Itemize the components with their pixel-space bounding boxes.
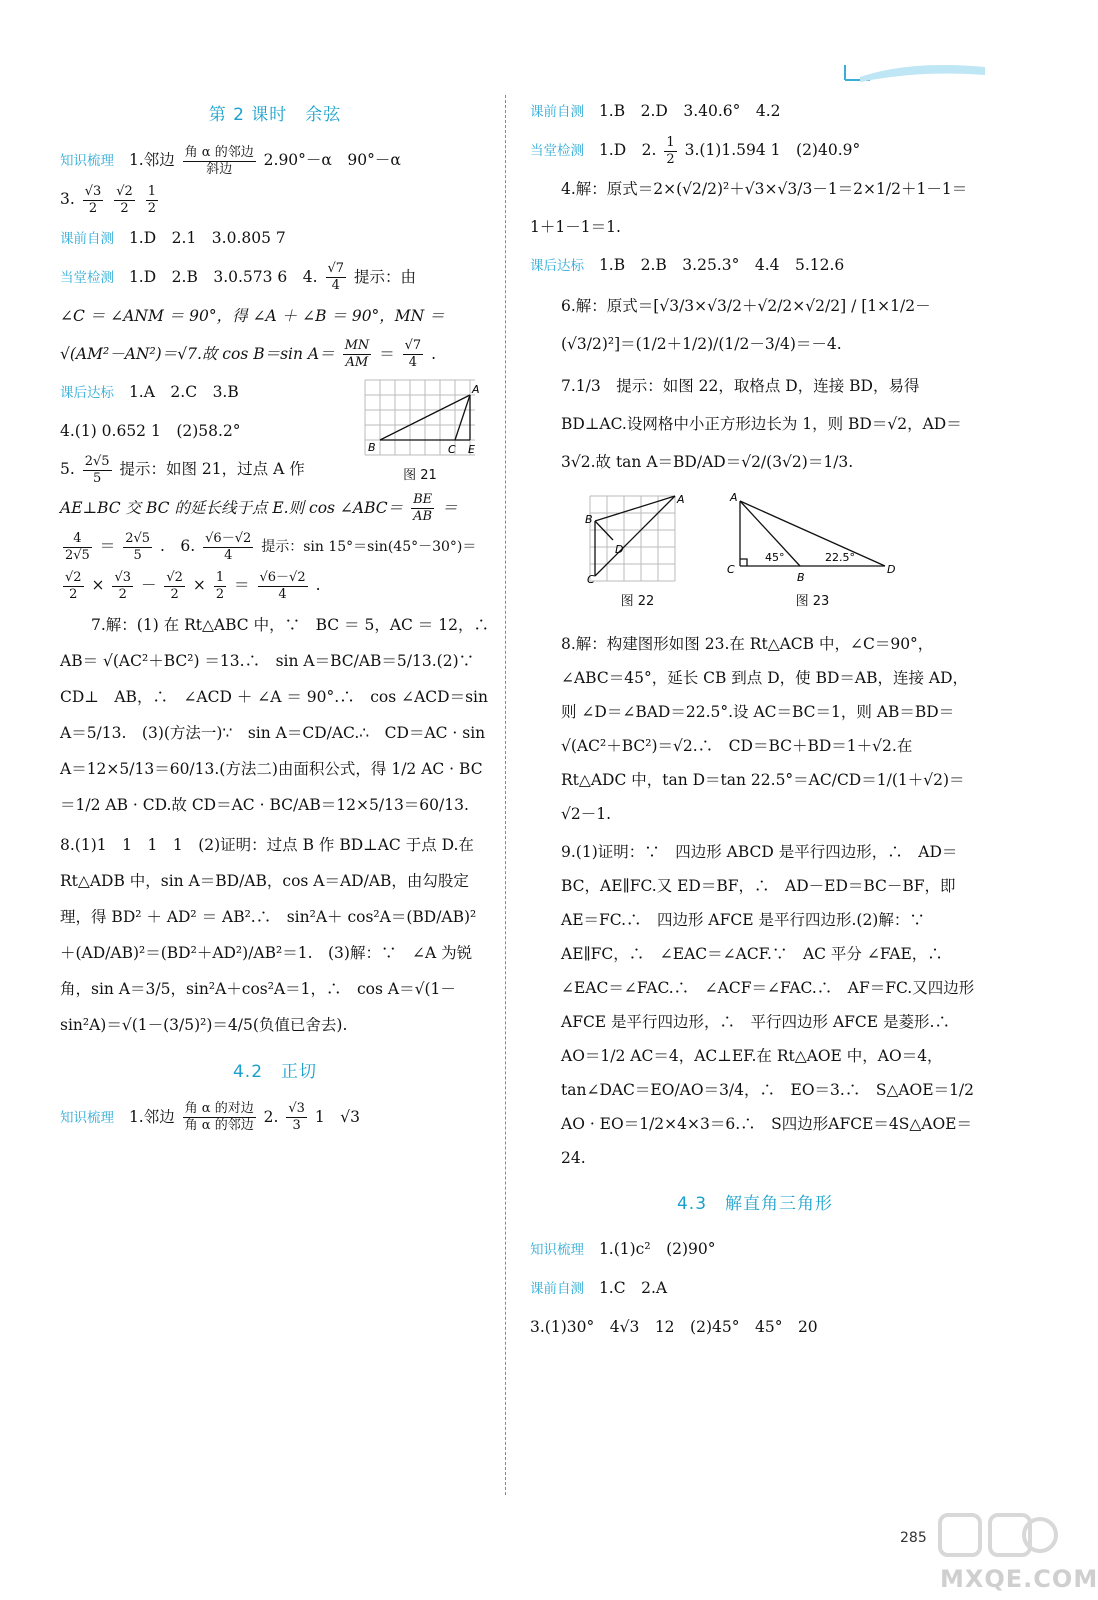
section-title-tangent: 4.2 正切 xyxy=(232,1061,318,1082)
text: 1.B 2.D 3.40.6° 4.2 xyxy=(598,102,781,120)
text: ＝ xyxy=(99,537,116,555)
denominator: 2√5 xyxy=(65,547,90,563)
text: 3.(1)1.594 1 (2)40.9° xyxy=(684,141,861,159)
tag-zhishi-3: 知识梳理 xyxy=(530,1242,584,1258)
denominator: 2 xyxy=(118,586,127,602)
numerator: 1 xyxy=(666,134,675,150)
denominator: 2 xyxy=(170,586,179,602)
numerator: 2√5 xyxy=(125,530,151,546)
denominator: 2 xyxy=(147,200,157,216)
fraction xyxy=(63,570,84,603)
r-q4-line-2: 1＋1－1＝1. xyxy=(530,218,621,236)
khdb-line-6 xyxy=(60,568,490,603)
figure-22 xyxy=(585,491,690,609)
numerator: √3 xyxy=(114,569,131,585)
text: 提示：由 xyxy=(354,267,417,286)
fraction xyxy=(146,184,158,217)
header-decoration xyxy=(840,55,990,85)
denominator: 4 xyxy=(331,278,340,293)
figure-23-caption: 图 23 xyxy=(795,594,830,609)
denominator: 角 α 的邻边 xyxy=(184,1118,254,1133)
numerator: √6－√2 xyxy=(205,530,252,546)
r-q6-solution: 6.解：原式＝[√3/3×√3/2＋√2/2×√2/2] / [1×1/2－(√3/2)²]＝(1/2＋1/2)/(1/2－3/4)＝－4. xyxy=(561,297,931,353)
denominator: AB xyxy=(413,509,433,524)
label-e: E xyxy=(468,443,475,456)
fraction xyxy=(63,531,92,564)
text: ＝ xyxy=(234,576,250,594)
r-q8-solution: 8.解：构建图形如图 23.在 Rt△ACB 中，∠C＝90°，∠ABC＝45°，延长 CB 到点 D，使 BD＝AB，连接 AD，则 ∠D＝∠BAD＝22.5°.设 AC＝BC＝1，则 AB＝BD＝√(AC²＋BC²)＝√2.∴ CD＝BC＋BD＝1＋√2.在 Rt△ADC 中，tan D＝tan 22.5°＝AC/CD＝1/(1＋√2)＝√2－1. xyxy=(561,635,969,823)
fraction xyxy=(183,145,256,178)
label-a: A xyxy=(472,383,480,396)
numerator: 角 α 的对边 xyxy=(184,1101,254,1116)
tag-kqzc-r: 课前自测 xyxy=(530,104,584,120)
text: 5. xyxy=(60,460,75,478)
numerator: √3 xyxy=(84,183,102,199)
r-dtjc-line xyxy=(530,133,980,168)
fraction xyxy=(112,570,133,603)
figure-22-caption: 图 22 xyxy=(620,594,655,609)
fraction xyxy=(183,1101,256,1134)
label-c: C xyxy=(587,573,595,586)
denominator: 3 xyxy=(292,1118,301,1133)
numerator: 2√5 xyxy=(84,453,110,469)
figure-21-diagram xyxy=(360,375,480,460)
label-c: C xyxy=(448,443,456,456)
text: ＝ xyxy=(442,498,458,517)
label-d: D xyxy=(615,543,624,556)
text: × xyxy=(192,576,206,594)
r-kqzc3-line xyxy=(530,1271,980,1306)
fraction xyxy=(83,454,112,487)
text: 提示：sin 15°＝sin(45°－30°)＝ xyxy=(261,539,477,555)
text: 1.邻边 xyxy=(128,151,175,169)
denominator: 斜边 xyxy=(206,161,233,177)
numerator: 角 α 的邻边 xyxy=(184,144,254,160)
right-column xyxy=(530,90,980,1348)
numerator: √2 xyxy=(65,569,82,585)
numerator: √7 xyxy=(327,261,345,276)
text: . xyxy=(315,576,321,594)
text: 1.D 2.1 3.0.805 7 xyxy=(128,228,286,247)
r-khdb-line xyxy=(530,248,980,283)
zhishi-line-2 xyxy=(60,182,490,217)
text: √(AM²－AN²)＝√7.故 cos B＝sin A＝ xyxy=(60,344,335,363)
numerator: 1 xyxy=(147,183,157,199)
numerator: √2 xyxy=(166,569,183,585)
fraction xyxy=(203,531,253,564)
figure-22-diagram xyxy=(585,491,690,586)
fraction xyxy=(286,1101,307,1134)
fraction xyxy=(664,135,676,168)
r-q9-solution: 9.(1)证明：∵ 四边形 ABCD 是平行四边形，∴ AD＝BC，AE∥FC.又 ED＝BF，∴ AD－ED＝BC－BF，即 AE＝FC.∴ 四边形 AFCE 是平行四边形.(2)解：∵ AE∥FC，∴ ∠EAC＝∠ACF.∵ AC 平分 ∠FAE，∴ ∠EAC＝∠FAC.∴ ∠ACF＝∠FAC.∴ AF＝FC.又四边形 AFCE 是平行四边形，∴ 平行四边形 AFCE 是菱形.∴ AO＝1/2 AC＝4，AC⊥EF.在 Rt△AOE 中，AO＝4，tan∠DAC＝EO/AO＝3/4，∴ EO＝3.∴ S△AOE＝1/2 AO · EO＝1/2×4×3＝6.∴ S四边形AFCE＝4S△AOE＝24. xyxy=(561,843,975,1167)
numerator: √3 xyxy=(288,1101,305,1116)
denominator: 2 xyxy=(88,200,98,216)
fraction xyxy=(164,570,185,603)
denominator: AM xyxy=(345,355,369,370)
text: 1 √3 xyxy=(314,1107,360,1126)
text: . xyxy=(431,344,437,363)
text: 3. xyxy=(60,190,75,208)
tag-zhishi: 知识梳理 xyxy=(60,153,114,169)
text: × xyxy=(91,576,105,594)
tag-khdb: 课后达标 xyxy=(60,385,114,401)
fraction xyxy=(411,492,434,525)
r-q7-solution: 7.1/3 提示：如图 22，取格点 D，连接 BD，易得 BD⊥AC.设网格中小正方形边长为 1，则 BD＝√2，AD＝3√2.故 tan A＝BD/AD＝√2/(3√2)＝1/3. xyxy=(561,377,962,471)
r-q3-line: 3.(1)30° 4√3 12 (2)45° 45° 20 xyxy=(530,1318,818,1336)
angle-22-5: 22.5° xyxy=(825,551,855,564)
watermark-text: MXQE.COM xyxy=(940,1565,1098,1593)
text: 1.D 2. xyxy=(598,141,657,159)
text: － xyxy=(140,576,157,594)
dtjc-line-3 xyxy=(60,337,490,372)
khdb-line-4 xyxy=(60,491,490,526)
figure-23 xyxy=(725,491,900,609)
text: 提示：如图 21，过点 A 作 xyxy=(119,460,305,478)
dtjc-line-2: ∠C ＝ ∠ANM ＝ 90°，得 ∠A ＋ ∠B ＝ 90°，MN ＝ xyxy=(60,306,445,325)
text: ＝ xyxy=(379,344,395,363)
text: 2.90°－α 90°－α xyxy=(263,151,401,169)
r-q4-line-1: 4.解：原式＝2×(√2/2)²＋√3×√3/3－1＝2×1/2＋1－1＝ xyxy=(561,180,968,198)
label-a: A xyxy=(730,491,738,504)
fraction xyxy=(114,184,135,217)
text: 1.邻边 xyxy=(128,1107,175,1126)
denominator: 4 xyxy=(224,547,233,563)
column-divider xyxy=(505,95,506,1495)
fraction xyxy=(326,261,347,294)
fraction xyxy=(83,184,104,217)
numerator: √6－√2 xyxy=(259,569,306,585)
numerator: MN xyxy=(344,338,370,353)
fraction xyxy=(343,338,372,371)
angle-45: 45° xyxy=(765,551,785,564)
tag-dtjc-r: 当堂检测 xyxy=(530,143,584,159)
denominator: 2 xyxy=(69,586,78,602)
text: 2. xyxy=(263,1107,279,1126)
text: AE⊥BC 交 BC 的延长线于点 E.则 cos ∠ABC＝ xyxy=(60,498,404,517)
numerator: BE xyxy=(413,492,433,507)
tag-kqzc-3: 课前自测 xyxy=(530,1281,584,1297)
numerator: √2 xyxy=(116,183,133,199)
khdb-line-5 xyxy=(60,529,490,564)
denominator: 4 xyxy=(278,586,287,602)
label-b: B xyxy=(585,513,593,526)
figure-21 xyxy=(360,375,480,483)
text: 1.B 2.B 3.25.3° 4.4 5.12.6 xyxy=(598,256,845,274)
denominator: 4 xyxy=(408,355,418,370)
label-c: C xyxy=(727,563,735,576)
fraction xyxy=(258,570,308,603)
numerator: 1 xyxy=(215,569,225,585)
label-d: D xyxy=(887,563,896,576)
section-title-solve-right-triangle: 4.3 解直角三角形 xyxy=(676,1194,834,1214)
tag-kqzc: 课前自测 xyxy=(60,230,114,247)
text: 1.D 2.B 3.0.573 6 4. xyxy=(128,267,318,286)
section-title-cosine: 第 2 课时 余弦 xyxy=(208,105,342,125)
text: . 6. xyxy=(159,537,196,555)
numerator: 4 xyxy=(63,531,92,548)
q7-solution: 7.解：(1) 在 Rt△ABC 中，∵ BC ＝ 5，AC ＝ 12，∴ AB＝ √(AC²＋BC²) ＝13.∴ sin A＝BC/AB＝5/13.(2)∵ CD⊥ AB，∴ ∠ACD ＋ ∠A ＝ 90°.∴ cos ∠ACD＝sin A＝5/13. (3)(方法一)∵ sin A＝CD/AC.∴ CD＝AC · sin A＝12×5/13＝60/13.(方法二)由面积公式，得 1/2 AC · BC＝1/2 AB · CD.故 CD＝AC · BC/AB＝12×5/13＝60/13. xyxy=(60,615,505,814)
label-a: A xyxy=(677,493,685,506)
text: 1.C 2.A xyxy=(598,1279,668,1297)
fraction xyxy=(123,531,152,564)
denominator: 5 xyxy=(93,470,102,486)
dtjc-line-1 xyxy=(60,260,490,295)
khdb-block xyxy=(60,375,490,487)
tag-zhishi-2: 知识梳理 xyxy=(60,1109,114,1126)
label-b: B xyxy=(368,441,376,454)
zhishi-line-1 xyxy=(60,143,490,178)
zhishi2-line xyxy=(60,1100,490,1135)
tag-khdb-r: 课后达标 xyxy=(530,258,584,274)
label-b: B xyxy=(797,571,805,584)
denominator: 2 xyxy=(120,200,129,216)
left-column xyxy=(60,90,505,1139)
khdb-line-2: 4.(1) 0.652 1 (2)58.2° xyxy=(60,422,241,440)
denominator: 5 xyxy=(133,547,142,563)
text: 1.A 2.C 3.B xyxy=(128,383,239,401)
page-number: 285 xyxy=(900,1530,927,1546)
r-kqzc-line xyxy=(530,94,980,129)
fraction xyxy=(214,570,226,603)
text: 1.(1)c² (2)90° xyxy=(598,1240,716,1258)
fraction xyxy=(403,338,424,371)
numerator: √7 xyxy=(404,338,422,353)
figure-23-diagram xyxy=(725,491,900,586)
denominator: 2 xyxy=(666,151,675,167)
denominator: 2 xyxy=(215,586,225,602)
q8-solution: 8.(1)1 1 1 1 (2)证明：过点 B 作 BD⊥AC 于点 D.在 Rt△ADB 中，sin A＝BD/AB，cos A＝AD/AB，由勾股定理，得 BD² ＋ AD² ＝ AB².∴ sin²A＋ cos²A＝(BD/AB)²＋(AD/AB)²＝(BD²＋AD²)/AB²＝1. (3)解：∵ ∠A 为锐角，sin A＝3/5，sin²A＋cos²A＝1，∴ cos A＝√(1－sin²A)＝√(1－(3/5)²)＝4/5(负值已舍去). xyxy=(60,835,477,1034)
kqzc-line xyxy=(60,221,490,256)
figures-22-23 xyxy=(585,491,980,621)
r-zhishi3-line xyxy=(530,1232,980,1267)
tag-dtjc: 当堂检测 xyxy=(60,269,114,286)
figure-21-caption: 图 21 xyxy=(403,468,437,483)
